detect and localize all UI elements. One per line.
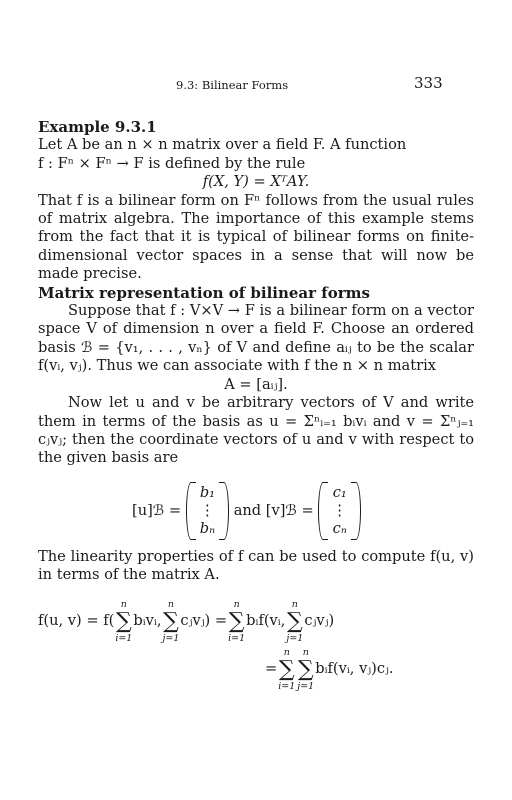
coord-v-last: cₙ — [332, 519, 347, 537]
sum-sign: n ∑ i=1 — [115, 598, 133, 644]
example-paragraph: That f is a bilinear form on Fⁿ follows from the usual rules of matrix algebra. The importance of this example stems from the fact that it is typical of bilinear forms on finite-dimensional vector spaces in a sense that will now be made precise. — [38, 191, 474, 283]
sum-sign: n ∑ j=1 — [286, 598, 304, 644]
vertical-ellipsis: ⋮ — [332, 501, 347, 519]
expansion-equation-line-1 — [38, 599, 474, 645]
example-heading: Example 9.3.1 — [38, 118, 157, 136]
right-paren — [351, 482, 361, 540]
left-paren — [318, 482, 328, 540]
sum-sign: n ∑ j=1 — [297, 646, 315, 692]
right-paren — [219, 482, 229, 540]
sum-sign: n ∑ j=1 — [162, 598, 180, 644]
coord-v-first: c₁ — [332, 483, 347, 501]
coord-u-first: b₁ — [199, 483, 216, 501]
sum-sign: n ∑ i=1 — [278, 646, 296, 692]
eq2-lead: = — [265, 660, 278, 678]
section-paragraph-3: The linearity properties of f can be used to compute f(u, v) in terms of the matrix A. — [38, 547, 474, 584]
coordinate-vectors — [38, 482, 474, 540]
display-equation: f(X, Y) = XᵀAY. — [202, 173, 310, 191]
coord-u-last: bₙ — [199, 519, 216, 537]
eq-term-1: bᵢvᵢ, — [133, 612, 162, 630]
eq-term-4: cⱼvⱼ) — [304, 612, 335, 630]
matrix-definition: A = [aᵢⱼ]. — [224, 375, 288, 393]
page-number: 333 — [414, 74, 443, 92]
running-head-title: 9.3: Bilinear Forms — [176, 78, 289, 92]
eq-term-3: bᵢf(vᵢ, — [246, 612, 286, 630]
coord-v-vector — [318, 482, 361, 540]
coord-u-vector — [186, 482, 229, 540]
sum-sign: n ∑ i=1 — [228, 598, 246, 644]
section-paragraph-1: Suppose that f : V×V → F is a bilinear form on a vector space V of dimension n over a field F. Choose an ordered basis ℬ = {v₁, . . . , vₙ} of V and define aᵢⱼ to be the scalar f(vᵢ, vⱼ). Thus we can associate with f the n × n matrix — [38, 302, 474, 375]
vertical-ellipsis: ⋮ — [200, 501, 215, 519]
eq-lhs: f(u, v) = f( — [38, 612, 115, 630]
page-body — [38, 118, 474, 693]
eq2-term: bᵢf(vᵢ, vⱼ)cⱼ. — [315, 660, 394, 678]
section-heading: Matrix representation of bilinear forms — [38, 283, 370, 302]
section-paragraph-2: Now let u and v be arbitrary vectors of V and write them in terms of the basis as u = Σⁿᵢ₌₁ bᵢvᵢ and v = Σⁿⱼ₌₁ cⱼvⱼ; then the coordinate vectors of u and v with respect to the given basis are — [38, 394, 474, 467]
and-word: and — [233, 501, 262, 519]
expansion-equation-line-2 — [38, 647, 474, 693]
coord-v-label: [v]ℬ = — [265, 501, 314, 519]
eq-term-2: cⱼvⱼ) = — [180, 612, 228, 630]
example-intro-line-1: Let A be an n × n matrix over a field F. A function — [38, 136, 407, 154]
left-paren — [186, 482, 196, 540]
example-intro-line-2: f : Fⁿ × Fⁿ → F is defined by the rule — [38, 154, 306, 172]
coord-u-label: [u]ℬ = — [132, 501, 182, 519]
